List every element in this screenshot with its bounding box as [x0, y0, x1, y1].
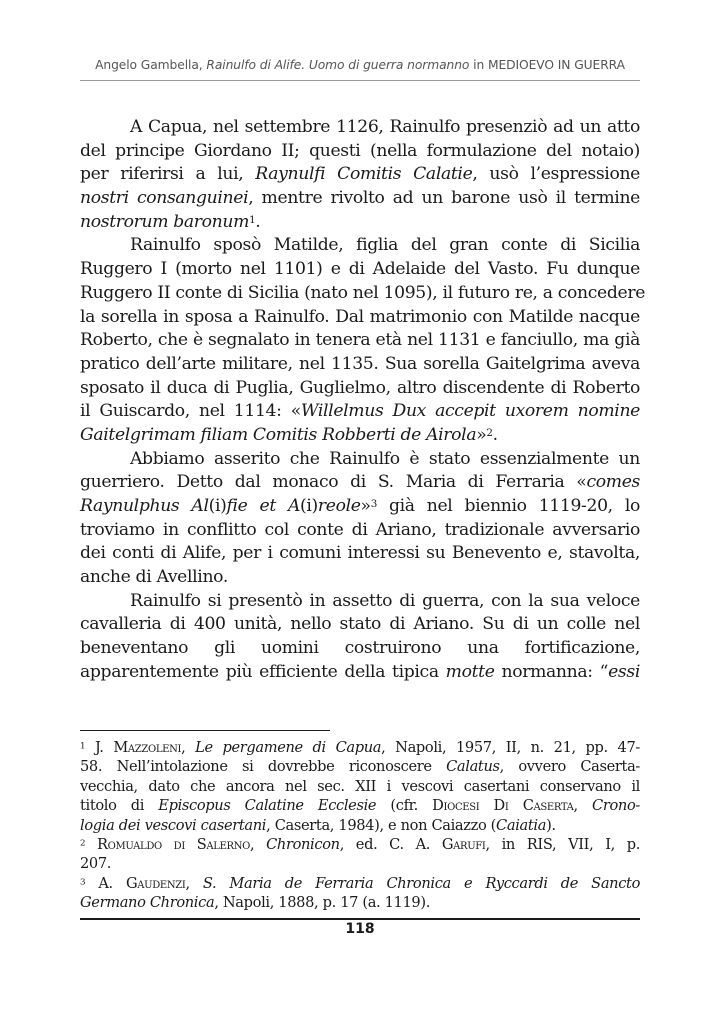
fn1-l4h-smallcaps: aserta [533, 797, 574, 815]
p4-line-1 [80, 590, 640, 614]
p3-l3e-italic: reole [317, 496, 361, 516]
p3-l3d: (i) [300, 496, 318, 516]
p2-l4-text: la sorella in sposa a Rainulfo. Dal matrimonio con Matilde nacque [80, 306, 640, 327]
fn1-l4c: (cfr. D [376, 797, 444, 815]
fn3-l1a: A. G [85, 874, 138, 892]
p2-l1-text: Rainulfo sposò Matilde, figlia del gran conte di Sicilia [130, 235, 640, 256]
fn3-line-2 [80, 893, 640, 912]
fn1-l5d: ). [546, 816, 556, 834]
p2-l9b: » [476, 424, 487, 445]
p1-l2-text: del principe Giordano II; questi (nella formulazione del notaio) [80, 140, 640, 161]
fn1-l4a: titolo di [80, 797, 159, 815]
p1-line-2 [80, 140, 640, 164]
p3-l6-text: anche di Avellino. [80, 567, 228, 588]
p2-l9c: . [492, 424, 498, 445]
fn1-l5b: , Caserta, 1984), e non Caiazzo ( [266, 816, 497, 834]
fn1-l1a: J. M [85, 739, 128, 756]
p1-l5a-italic: nostrorum baronum [80, 211, 250, 232]
fn1-line-3 [80, 777, 640, 796]
p3-l4-text: troviamo in conflitto col conte di Ariano, tradizionale avversario [80, 519, 640, 540]
p2-l9a-italic: Gaitelgrimam filiam Comitis Robberti de Airola [80, 424, 477, 445]
fn1-l3: vecchia, dato che ancora nel sec. XII i vescovi casertani conservano il [80, 777, 640, 795]
fn2-l1a: R [85, 835, 108, 853]
footnote-ref-1[interactable]: 1 [249, 213, 256, 226]
fn2-l1c: S [184, 835, 207, 853]
p4-l4a: apparentemente più efficiente della tipica [80, 661, 446, 682]
p3-line-4 [80, 519, 640, 543]
fn1-l2a: 58. Nell’intolazione si dovrebbe riconoscere [80, 758, 447, 776]
fn1-l1b-smallcaps: azzoleni [127, 739, 182, 756]
p2-l3-text: Ruggero II conte di Sicilia (nato nel 1095), il futuro re, a concedere [80, 282, 646, 303]
fn1-line-4 [80, 796, 640, 815]
p3-line-3 [80, 495, 640, 519]
p2-l8a: il Guiscardo, nel 1114: « [80, 401, 301, 422]
p3-l2a: guerriero. Detto dal monaco di S. Maria di Ferraria « [80, 472, 587, 493]
p2-l7-text: sposato il duca di Puglia, Guglielmo, altro discendente di Roberto [80, 377, 640, 398]
fn3-line-1 [80, 874, 640, 893]
p4-l2-text: cavalleria di 400 unità, nello stato di Ariano. Su di un colle nel [80, 614, 640, 635]
fn2-line-1 [80, 835, 640, 854]
header-rule [80, 80, 640, 81]
fn1-l4g: C [508, 797, 534, 815]
p1-line-3 [80, 163, 640, 187]
p4-l4d-italic: essi [608, 661, 640, 682]
fn1-l5a-italic: logia dei vescovi casertani [80, 816, 267, 834]
fn2-l1f-italic: Chronicon [266, 835, 340, 853]
p3-line-5 [80, 542, 640, 566]
fn1-line-2 [80, 757, 640, 776]
p1-line-1 [80, 116, 640, 140]
p4-l4c: normanna: “ [494, 661, 609, 682]
p3-line-1 [80, 448, 640, 472]
fn2-l2: 207. [80, 855, 112, 873]
p4-line-4 [80, 661, 640, 685]
p3-l2b-italic: comes [586, 472, 640, 493]
p1-l4b: , mentre rivolto ad un barone usò il termine [248, 188, 640, 209]
fn1-l5c-italic: Caiatia [496, 816, 547, 834]
running-head-volume: MEDIOEVO IN GUERRA [487, 58, 625, 72]
p3-l3f: » [360, 496, 371, 516]
p2-line-6 [80, 353, 640, 377]
fn2-l1i: , in RIS, VII, I, p. [485, 835, 640, 853]
running-head [80, 58, 640, 72]
p1-l5b: . [255, 211, 261, 232]
p2-line-5 [80, 329, 640, 353]
running-head-author: Angelo Gambella, [95, 58, 207, 72]
p1-l3c: , usò l’espressione [472, 164, 640, 185]
fn3-l1c: , [185, 874, 203, 892]
fn2-l1d-smallcaps: alerno [206, 835, 250, 853]
footer-rule [80, 918, 640, 920]
page-number: 118 [345, 921, 375, 937]
p3-l1-text: Abbiamo asserito che Rainulfo è stato essenzialmente un [130, 448, 640, 469]
p4-l4b-italic: motte [445, 661, 495, 682]
p4-l1-text: Rainulfo si presentò in assetto di guerra, con la sua veloce [130, 590, 640, 611]
p3-l3b: (i) [208, 496, 227, 516]
fn2-l1b-smallcaps: omualdo di [107, 835, 185, 853]
p3-l3c-italic: fie et A [226, 496, 301, 516]
fn2-l1h-smallcaps: arufi [453, 835, 486, 853]
fn1-l2c: , ovvero Caserta- [499, 758, 640, 776]
body-text [80, 116, 646, 685]
footnote-ref-2[interactable]: 2 [486, 426, 493, 439]
footnote-separator [80, 730, 330, 731]
p3-line-2 [80, 471, 640, 495]
footnotes [80, 738, 640, 913]
p3-l3a-italic: Raynulphus Al [80, 496, 209, 516]
fn3-l1b-smallcaps: audenzi [137, 874, 186, 892]
fn2-line-2 [80, 854, 640, 873]
fn2-l1e: , [249, 835, 267, 853]
running-head-in: in [469, 58, 488, 72]
fn3-l2a-italic: Germano Chronica [80, 894, 215, 912]
fn1-l4e: D [479, 797, 505, 815]
p2-line-1 [80, 234, 640, 258]
p2-line-8 [80, 400, 640, 424]
fn1-l4i: , [573, 797, 593, 815]
fn3-l2b: , Napoli, 1888, p. 17 (a. 1119). [214, 894, 430, 912]
p2-l5-text: Roberto, che è segnalato in tenera età nel 1131 e fanciullo, ma già [80, 330, 640, 351]
fn2-l1g: , ed. C. A. G [339, 835, 454, 853]
fn1-line-1 [80, 738, 640, 757]
p2-line-4 [80, 306, 640, 330]
p4-l3-text: beneventano gli uomini costruirono una fortificazione, [80, 638, 640, 659]
p3-l5-text: dei conti di Alife, per i comuni interessi su Benevento e, stavolta, [80, 543, 640, 564]
p1-l4a-italic: nostri consanguinei [80, 188, 249, 209]
p2-line-7 [80, 377, 640, 401]
fn3-l1d-italic: S. Maria de Ferraria Chronica e Ryccardi de Sancto [202, 874, 640, 892]
p1-l3b-italic: Raynulfi Comitis Calatie [255, 164, 473, 185]
fn1-l1c: , [181, 739, 196, 756]
p2-l6-text: pratico dell’arte militare, nel 1135. Sua sorella Gaitelgrima aveva [80, 353, 640, 374]
p2-line-3 [80, 282, 646, 306]
footnote-number-2: 2 [80, 838, 86, 849]
fn1-l4b-italic: Episcopus Calatine Ecclesie [158, 797, 377, 815]
fn1-l1e: , Napoli, 1957, II, n. 21, pp. 47- [381, 739, 640, 756]
footnote-ref-3[interactable]: 3 [370, 497, 377, 510]
p3-l3g: già nel biennio 1119-20, lo [376, 496, 640, 516]
fn1-l4f-smallcaps: i [504, 797, 509, 815]
p2-l8b-italic: Willelmus Dux accepit uxorem nomine [300, 401, 640, 422]
p4-line-3 [80, 637, 640, 661]
fn1-l4j-italic: Crono- [592, 797, 640, 815]
running-head-title: Rainulfo di Alife. Uomo di guerra normanno [206, 58, 470, 72]
p1-line-5 [80, 211, 640, 235]
p2-line-9 [80, 424, 640, 448]
p2-l2-text: Ruggero I (morto nel 1101) e di Adelaide del Vasto. Fu dunque [80, 259, 640, 280]
p4-line-2 [80, 613, 640, 637]
p1-l3a: per riferirsi a lui, [80, 164, 256, 185]
fn1-l1d-italic: Le pergamene di Capua [195, 739, 382, 756]
p3-line-6 [80, 566, 640, 590]
footnote-number-3: 3 [80, 877, 86, 888]
fn1-l2b-italic: Calatus [446, 758, 500, 776]
fn1-line-5 [80, 816, 640, 835]
footnote-number-1: 1 [80, 741, 86, 752]
fn1-l4d-smallcaps: iocesi [443, 797, 480, 815]
p2-line-2 [80, 258, 640, 282]
p1-line-4 [80, 187, 640, 211]
p1-l1-text: A Capua, nel settembre 1126, Rainulfo presenziò ad un atto [130, 117, 640, 137]
